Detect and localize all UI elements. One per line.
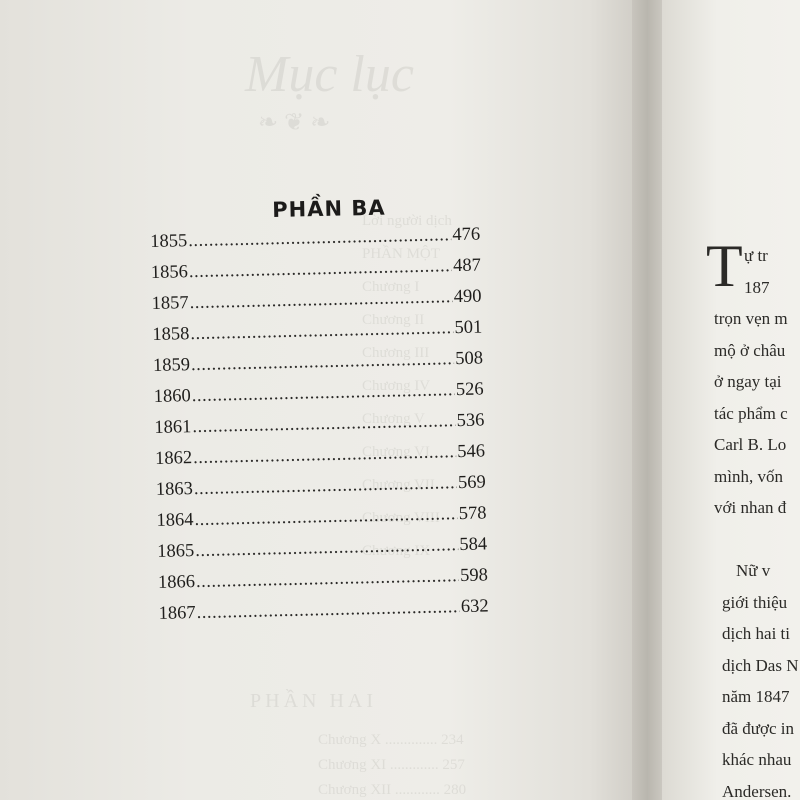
- show-through-line: Chương V: [362, 411, 425, 427]
- right-page-line: mình, vốn: [714, 466, 783, 486]
- drop-cap: T: [706, 233, 743, 299]
- toc-entry-year: 1860: [153, 386, 191, 407]
- toc-entry: [158, 596, 489, 634]
- toc-section-heading: PHẦN BA: [272, 195, 386, 222]
- right-page-line: giới thiệu: [722, 592, 788, 612]
- right-page-line: với nhan đ: [714, 498, 787, 517]
- show-through-line: Chương VIII: [362, 510, 440, 526]
- toc-entry-page: 490: [453, 286, 482, 308]
- show-through-line: Chương II: [362, 312, 425, 328]
- toc-entry-year: 1855: [150, 231, 188, 252]
- toc-entry-page: 508: [454, 348, 484, 370]
- right-page-line: khác nhau: [722, 750, 792, 769]
- toc-entry-page: 501: [454, 317, 483, 339]
- right-page-line: [714, 524, 798, 556]
- toc-entry-page: 598: [459, 565, 489, 587]
- show-through-section: PHẦN HAI: [250, 690, 377, 712]
- toc-entry-year: 1865: [157, 541, 195, 562]
- toc-entry-page: 546: [457, 441, 486, 463]
- right-page-line: dịch Das N: [722, 655, 799, 675]
- toc-entry-year: 1861: [154, 417, 192, 438]
- toc-entry-year: 1857: [151, 293, 189, 314]
- right-page-text: [706, 233, 799, 800]
- toc-entry-page: 536: [456, 410, 485, 432]
- show-through-line: PHẦN MỘT: [362, 246, 440, 262]
- right-page-line: Andersen.: [722, 781, 792, 800]
- toc-entry-year: 1864: [156, 510, 194, 531]
- toc-entry-year: 1856: [150, 262, 189, 283]
- show-through-line: Chương I: [362, 279, 420, 295]
- show-through-bottom-line: Chương XII ............ 280: [318, 782, 467, 798]
- table-of-contents: [150, 225, 489, 635]
- toc-entry-year: 1858: [152, 324, 190, 345]
- show-through-line: Lời người dịch: [362, 213, 452, 229]
- right-page-line: năm 1847: [722, 687, 790, 706]
- show-through-bottom-lines: [318, 728, 466, 800]
- right-page-line: Carl B. Lo: [714, 435, 787, 454]
- toc-entry-year: 1867: [158, 603, 196, 624]
- toc-entry-page: 578: [458, 503, 487, 525]
- toc-entry-year: 1859: [152, 355, 191, 376]
- toc-entry-page: 526: [455, 379, 484, 401]
- right-page-line: trọn vẹn m: [714, 309, 788, 328]
- toc-entry-page: 569: [457, 472, 486, 494]
- right-page-line: mộ ở châu: [714, 340, 786, 360]
- toc-entry-page: 632: [460, 596, 489, 618]
- right-page-line: ự tr: [744, 246, 768, 265]
- toc-entry-page: 476: [452, 224, 481, 246]
- right-page-line: dịch hai ti: [722, 624, 790, 643]
- show-through-line: Chương IV: [362, 378, 431, 394]
- book-gutter: [632, 0, 666, 800]
- toc-entry-year: 1863: [155, 479, 194, 500]
- show-through-bottom-line: Chương XI ............. 257: [318, 757, 465, 773]
- show-through-line: Chương VII: [362, 477, 435, 493]
- toc-entry-year: 1862: [154, 448, 193, 469]
- toc-entry-page: 487: [452, 255, 482, 277]
- show-through-line: Chương VI: [362, 444, 430, 460]
- right-page: [662, 0, 800, 800]
- toc-entry-page: 584: [459, 534, 488, 556]
- show-through-line: Chương IX: [362, 543, 431, 559]
- right-page-line: 187: [744, 277, 770, 297]
- right-page-line: ở ngay tại: [714, 372, 782, 391]
- right-page-line: đã được in: [722, 718, 795, 738]
- right-page-line: Nữ v: [736, 561, 771, 580]
- right-page-line: tác phẩm c: [714, 403, 788, 423]
- show-through-line: Chương III: [362, 345, 430, 361]
- show-through-title: Mục lục: [245, 46, 414, 103]
- show-through-bottom-line: Chương X .............. 234: [318, 732, 464, 748]
- toc-dot-leader: [188, 225, 452, 252]
- toc-entry-year: 1866: [157, 572, 196, 593]
- show-through-ornament: ❧ ❦ ❧: [258, 110, 331, 136]
